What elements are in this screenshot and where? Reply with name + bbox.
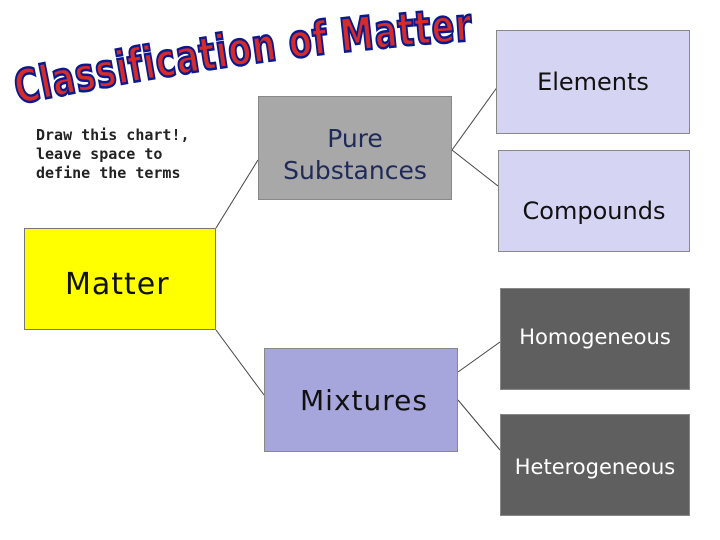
connector-mixtures-heterogeneous bbox=[458, 400, 500, 450]
matter-node bbox=[24, 228, 216, 330]
pure-substances-label: Pure Substances bbox=[283, 124, 427, 185]
heterogeneous-node bbox=[500, 414, 690, 516]
connector-pure-elements bbox=[452, 86, 498, 150]
elements-label: Elements bbox=[537, 68, 649, 96]
compounds-node bbox=[498, 150, 690, 252]
compounds-label: Compounds bbox=[522, 197, 666, 225]
connector-matter-mixtures bbox=[216, 330, 264, 395]
connector-matter-pure bbox=[216, 160, 258, 228]
heterogeneous-label: Heterogeneous bbox=[514, 455, 676, 479]
homogeneous-label: Homogeneous bbox=[519, 325, 671, 349]
matter-label: Matter bbox=[65, 267, 170, 302]
homogeneous-node bbox=[500, 288, 690, 390]
instructions-note: Draw this chart!, leave space to define the terms bbox=[36, 126, 190, 182]
mixtures-label: Mixtures bbox=[300, 383, 428, 417]
elements-node bbox=[496, 30, 690, 134]
connector-mixtures-homogeneous bbox=[458, 342, 500, 372]
page-title: Classification of Matter bbox=[9, 0, 481, 115]
pure-substances-node bbox=[258, 96, 452, 200]
mixtures-node bbox=[264, 348, 458, 452]
connector-pure-compounds bbox=[452, 150, 498, 186]
